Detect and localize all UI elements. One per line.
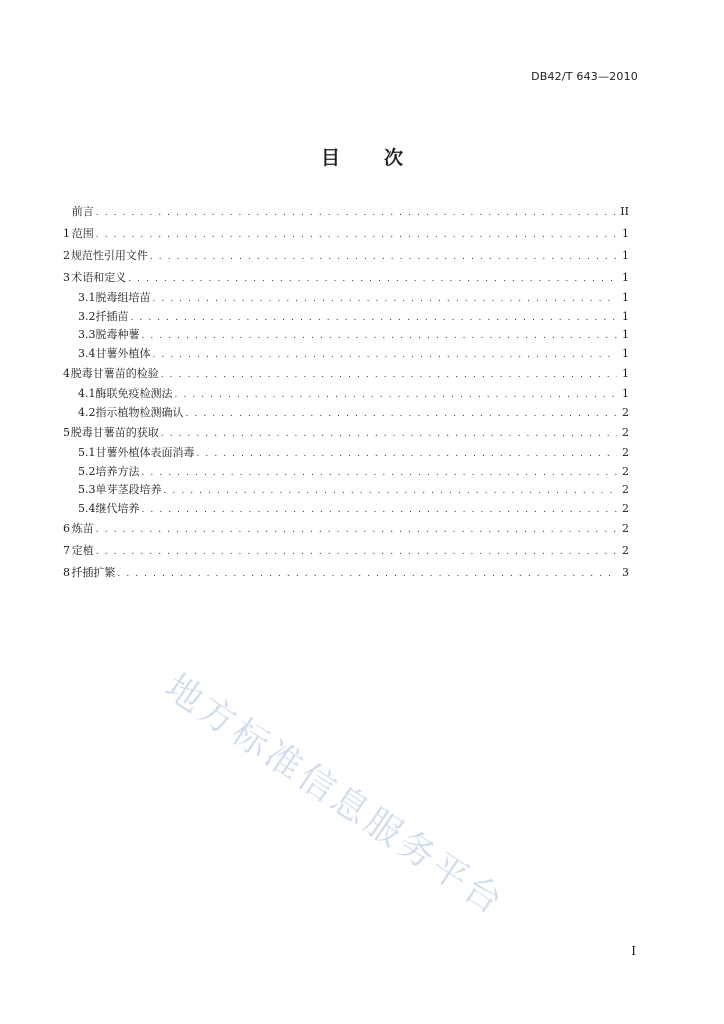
- toc-entry[interactable]: [63, 481, 629, 500]
- toc-entry[interactable]: [63, 404, 629, 423]
- toc-entry-label: 甘薯外植体表面消毒: [95, 446, 195, 459]
- toc-dot-leader: [96, 525, 617, 535]
- toc-entry[interactable]: [63, 269, 629, 289]
- toc-entry-number: 4: [63, 367, 70, 380]
- toc-dot-leader: [153, 350, 618, 360]
- document-code: DB42/T 643—2010: [531, 70, 638, 83]
- toc-entry-page: 1: [622, 387, 629, 400]
- toc-entry-number: 7: [63, 544, 70, 557]
- toc-dot-leader: [117, 569, 617, 579]
- toc-entry[interactable]: [63, 564, 629, 584]
- toc-entry[interactable]: [63, 203, 629, 223]
- toc-entry[interactable]: [63, 308, 629, 327]
- toc-entry-number: 3.1: [78, 291, 96, 304]
- toc-entry-page: 1: [622, 249, 629, 262]
- toc-list: [63, 203, 629, 584]
- toc-entry-number: 5.2: [78, 464, 96, 478]
- toc-dot-leader: [175, 390, 618, 400]
- toc-entry[interactable]: [63, 326, 629, 345]
- toc-entry-number: 5.3: [78, 483, 96, 496]
- toc-dot-leader: [128, 274, 617, 284]
- toc-entry-page: 1: [622, 309, 629, 323]
- toc-entry-page: 2: [622, 405, 629, 419]
- toc-entry-page: II: [620, 205, 629, 218]
- toc-entry-label: 前言: [71, 205, 94, 218]
- toc-entry[interactable]: [63, 444, 629, 463]
- toc-dot-leader: [150, 252, 617, 262]
- toc-entry-page: 1: [622, 227, 629, 240]
- toc-dot-leader: [142, 331, 618, 341]
- toc-dot-leader: [142, 468, 618, 478]
- toc-entry-label: 脱毒组培苗: [95, 291, 151, 304]
- toc-entry-label: 继代培养: [95, 501, 140, 515]
- toc-entry-label: 术语和定义: [71, 271, 127, 284]
- toc-entry[interactable]: [63, 385, 629, 404]
- toc-entry-label: 脱毒甘薯苗的获取: [70, 426, 159, 439]
- toc-entry-page: 1: [622, 367, 629, 380]
- toc-entry-page: 2: [622, 446, 629, 459]
- toc-entry[interactable]: [63, 424, 629, 444]
- toc-entry-page: 1: [622, 291, 629, 304]
- toc-dot-leader: [186, 409, 618, 419]
- toc-entry-number: 1: [63, 227, 70, 240]
- watermark: 地方标准信息服务平台: [157, 666, 513, 925]
- toc-dot-leader: [164, 486, 618, 496]
- toc-entry-page: 2: [622, 464, 629, 478]
- toc-entry-page: 2: [622, 426, 629, 439]
- toc-entry-label: 炼苗: [71, 522, 94, 535]
- toc-entry-label: 培养方法: [95, 464, 140, 478]
- toc-entry[interactable]: [63, 225, 629, 245]
- toc-entry-number: 3.3: [78, 328, 96, 341]
- toc-dot-leader: [96, 547, 617, 557]
- toc-dot-leader: [96, 230, 617, 240]
- toc-entry[interactable]: [63, 345, 629, 364]
- toc-dot-leader: [96, 208, 617, 218]
- toc-entry-label: 范围: [71, 227, 94, 240]
- toc-entry-number: 5.1: [78, 446, 96, 459]
- toc-dot-leader: [131, 313, 618, 323]
- toc-title: [0, 143, 724, 170]
- toc-entry-label: 指示植物检测确认: [95, 405, 184, 419]
- toc-entry[interactable]: [63, 500, 629, 519]
- toc-entry-number: 3: [63, 271, 70, 284]
- toc-entry-number: 6: [63, 522, 70, 535]
- toc-entry-page: 1: [622, 346, 629, 360]
- toc-entry[interactable]: [63, 463, 629, 482]
- toc-entry-page: 2: [622, 483, 629, 496]
- toc-entry-number: 3.2: [78, 309, 96, 323]
- page-number: I: [631, 944, 636, 958]
- toc-entry-label: 甘薯外植体: [95, 346, 151, 360]
- toc-dot-leader: [161, 370, 617, 380]
- toc-entry-label: 扦插苗: [95, 309, 129, 323]
- toc-entry[interactable]: [63, 542, 629, 562]
- toc-entry-number: 4.2: [78, 405, 96, 419]
- toc-dot-leader: [197, 449, 618, 459]
- toc-entry-label: 脱毒种薯: [95, 328, 140, 341]
- toc-entry-label: 酶联免疫检测法: [95, 387, 173, 400]
- toc-entry-page: 1: [622, 328, 629, 341]
- toc-entry-label: 规范性引用文件: [70, 249, 148, 262]
- toc-title-part2: 次: [384, 147, 404, 169]
- toc-entry-label: 定植: [71, 544, 94, 557]
- toc-entry[interactable]: [63, 520, 629, 540]
- toc-entry-page: 2: [622, 544, 629, 557]
- toc-entry-number: 5: [63, 426, 70, 439]
- toc-entry[interactable]: [63, 247, 629, 267]
- toc-title-part1: 目: [320, 147, 340, 169]
- toc-entry-label: 脱毒甘薯苗的检验: [70, 367, 159, 380]
- toc-dot-leader: [161, 429, 617, 439]
- toc-entry-number: 4.1: [78, 387, 96, 400]
- toc-dot-leader: [153, 294, 618, 304]
- toc-entry-page: 2: [622, 522, 629, 535]
- toc-entry-number: 5.4: [78, 501, 96, 515]
- toc-entry-page: 2: [622, 501, 629, 515]
- toc-entry[interactable]: [63, 289, 629, 308]
- toc-entry-number: 8: [63, 566, 70, 579]
- toc-entry-label: 扦插扩繁: [71, 566, 116, 579]
- toc-entry-number: 3.4: [78, 346, 96, 360]
- toc-entry-page: 1: [622, 271, 629, 284]
- toc-dot-leader: [142, 505, 618, 515]
- toc-entry-label: 单芽茎段培养: [95, 483, 162, 496]
- toc-entry[interactable]: [63, 365, 629, 385]
- toc-entry-page: 3: [622, 566, 629, 579]
- toc-entry-number: 2: [63, 249, 70, 262]
